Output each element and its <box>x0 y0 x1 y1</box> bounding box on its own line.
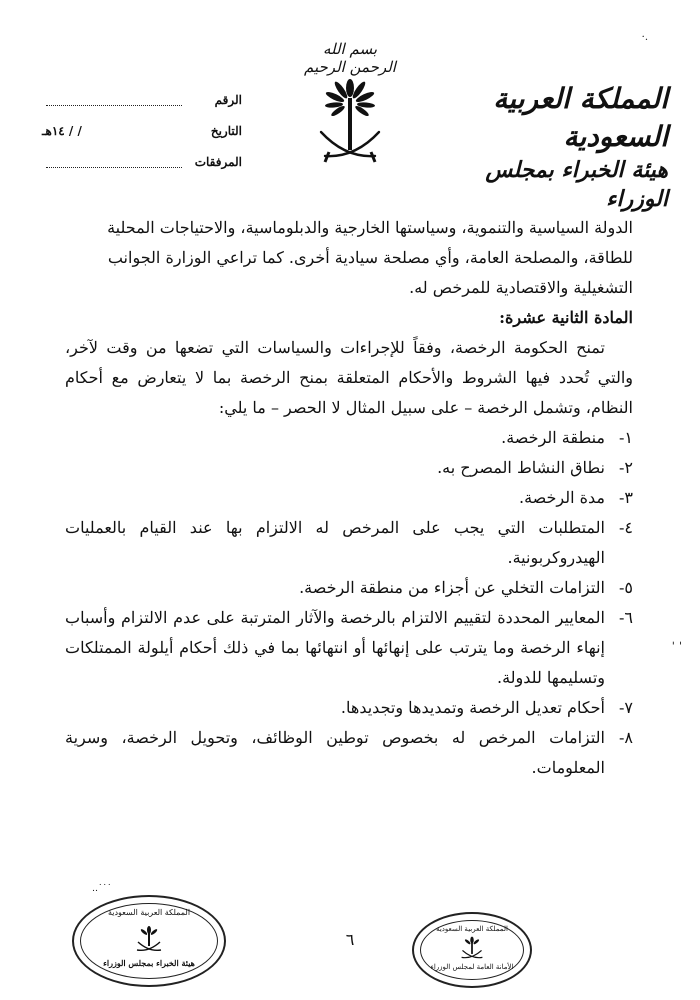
date-row <box>42 115 242 146</box>
basmala-calligraphy: بسم الله الرحمن الرحيم <box>304 40 396 76</box>
stamp-text: المملكة العربية السعودية <box>107 908 191 917</box>
item-text: التزامات المرخص له بخصوص توطين الوظائف، وتحويل الرخصة، وسرية المعلومات. <box>65 728 605 777</box>
item-text: نطاق النشاط المصرح به. <box>437 458 605 477</box>
reference-label: الرقم <box>214 92 242 107</box>
list-item <box>65 603 633 693</box>
date-value: / / ١٤هـ <box>42 123 82 138</box>
reference-row <box>42 84 242 115</box>
date-label: التاريخ <box>210 123 242 138</box>
item-number: ٧- <box>619 698 633 717</box>
handwritten-mark: ‥˙˙˙ <box>92 884 112 894</box>
saudi-emblem-icon <box>134 923 164 953</box>
body-line: الدولة السياسية والتنموية، وسياستها الخارجية والدبلوماسية، والاحتياجات المحلية <box>107 218 633 237</box>
authority-name: هيئة الخبراء بمجلس الوزراء <box>485 156 668 213</box>
scan-speck: ˈ ˈ <box>671 640 682 654</box>
scan-speck: ·. <box>641 32 648 43</box>
body-line: للطاقة، والمصلحة العامة، وأي مصلحة سيادية أخرى. كما تراعي الوزارة الجوانب <box>107 248 633 267</box>
letter-meta-block <box>42 84 242 177</box>
kingdom-name: المملكة العربية السعودية <box>493 82 668 153</box>
attachments-row <box>42 146 242 177</box>
item-number: ٣- <box>619 488 633 507</box>
list-item <box>65 483 633 513</box>
item-text: التزامات التخلي عن أجزاء من منطقة الرخصة. <box>299 578 605 597</box>
item-text: مدة الرخصة. <box>518 488 605 507</box>
item-number: ٥- <box>619 578 633 597</box>
list-item <box>65 513 633 573</box>
item-text: منطقة الرخصة. <box>501 428 605 447</box>
list-item <box>65 423 633 453</box>
saudi-emblem-icon <box>315 70 385 170</box>
attachments-blank <box>46 155 182 168</box>
stamp-text: المملكة العربية السعودية <box>436 925 508 933</box>
list-item <box>65 693 633 723</box>
official-stamp-left <box>72 895 226 987</box>
document-body <box>65 213 633 783</box>
item-number: ٢- <box>619 458 633 477</box>
saudi-emblem-icon <box>459 934 485 960</box>
item-text: المتطلبات التي يجب على المرخص له الالتزام بها عند القيام بالعمليات الهيدروكربونية. <box>65 518 605 567</box>
page-number: ٦ <box>345 930 355 949</box>
list-item <box>65 453 633 483</box>
item-text: أحكام تعديل الرخصة وتمديدها وتجديدها. <box>340 698 605 717</box>
item-number: ٨- <box>619 728 633 747</box>
article-paragraph: تمنح الحكومة الرخصة، وفقاً للإجراءات والسياسات التي تضعها من وقت لآخر، والتي تُحدد فيها الشروط والأحكام المتعلقة بمنح الرخصة بما لا يتعارض مع أحكام النظام، وتشمل الرخصة – على سبيل المثال لا الحصر – ما يلي: <box>65 338 633 417</box>
item-text: المعايير المحددة لتقييم الالتزام بالرخصة والآثار المترتبة على عدم الالتزام وأسباب إنهاء الرخصة وما يترتب على إنهائها أو انتهائها بما في ذلك أحكام أيلولة الممتلكات وتسليمها للدولة. <box>65 608 605 687</box>
attachments-label: المرفقات <box>194 154 242 169</box>
stamp-text: الأمانة العامة لمجلس الوزراء <box>430 963 514 971</box>
body-line: التشغيلية والاقتصادية للمرخص له. <box>409 278 633 297</box>
article-title: المادة الثانية عشرة: <box>499 308 633 327</box>
official-stamp-right <box>412 912 532 988</box>
item-number: ١- <box>619 428 633 447</box>
list-item <box>65 723 633 783</box>
reference-blank <box>46 93 182 106</box>
item-number: ٦- <box>619 608 633 627</box>
item-number: ٤- <box>619 518 633 537</box>
list-item <box>65 573 633 603</box>
government-letterhead <box>418 80 668 215</box>
stamp-text: هيئة الخبراء بمجلس الوزراء <box>103 958 195 968</box>
